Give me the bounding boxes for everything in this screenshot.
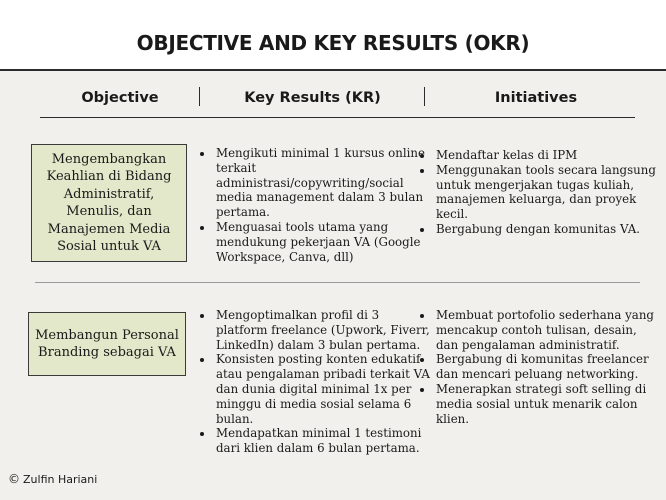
header-divider: [40, 117, 635, 118]
list-item: • Membuat portofolio sederhana yang mencakup contoh tulisan, desain, dan pengalaman administratif.: [434, 308, 660, 352]
objective-text-1: Mengembangkan Keahlian di Bidang Administratif, Menulis, dan Manajemen Media Sosial untuk VA: [46, 151, 172, 254]
objective-box-1: [31, 144, 187, 262]
list-item: • Mendaftar kelas di IPM: [434, 148, 660, 163]
list-item: • Konsisten posting konten edukatif atau pengalaman pribadi terkait VA dan dunia digital minimal 1x per minggu di media sosial selama 6 bulan.: [214, 352, 430, 426]
initiatives-list-2: [418, 308, 660, 426]
list-item: • Mengoptimalkan profil di 3 platform freelance (Upwork, Fiverr, LinkedIn) dalam 3 bulan pertama.: [214, 308, 430, 352]
key-results-list-1: [198, 146, 432, 264]
initiatives-list-1: [418, 148, 660, 237]
header-initiatives: Initiatives: [494, 90, 578, 106]
list-item: • Menerapkan strategi soft selling di media sosial untuk menarik calon klien.: [434, 382, 660, 426]
objective-box-2: [28, 312, 186, 376]
author-name: Zulfin Hariani: [23, 473, 98, 486]
objective-text-2: Membangun Personal Branding sebagai VA: [35, 327, 179, 360]
list-item: • Menguasai tools utama yang mendukung pekerjaan VA (Google Workspace, Canva, dll): [214, 220, 432, 264]
list-item: • Bergabung di komunitas freelancer dan mencari peluang networking.: [434, 352, 660, 382]
row-divider: [35, 282, 640, 283]
list-item: • Mendapatkan minimal 1 testimoni dari klien dalam 6 bulan pertama.: [214, 426, 430, 456]
header-objective: Objective: [81, 90, 159, 106]
key-results-list-2: [198, 308, 430, 456]
title-divider: [0, 69, 666, 71]
header-key-results: Key Results (KR): [244, 90, 381, 106]
list-item: • Menggunakan tools secara langsung untuk mengerjakan tugas kuliah, manajemen keluarga, dan proyek kecil.: [434, 163, 660, 222]
list-item: • Mengikuti minimal 1 kursus online terkait administrasi/copywriting/social media management dalam 3 bulan pertama.: [214, 146, 432, 220]
page-title: OBJECTIVE AND KEY RESULTS (OKR): [136, 31, 530, 55]
copyright-icon: ©: [8, 472, 20, 486]
list-item: • Bergabung dengan komunitas VA.: [434, 222, 660, 237]
footer-credit: [8, 472, 97, 486]
